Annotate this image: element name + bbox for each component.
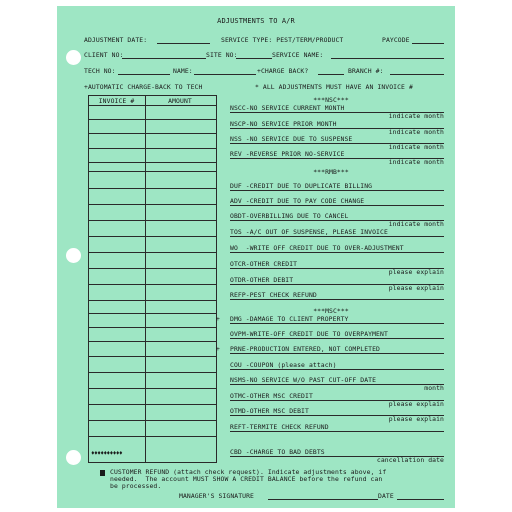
- refund-text-line2: needed. The account MUST SHOW A CREDIT BALANCE before the refund can: [110, 475, 383, 483]
- table-row-line: [88, 372, 216, 373]
- paycode-field[interactable]: [412, 43, 444, 44]
- site-no-field[interactable]: [236, 58, 272, 59]
- table-row-line: [88, 162, 216, 163]
- msc-heading: ***MSC***: [313, 307, 349, 315]
- nsc-note-3: indicate month: [388, 158, 444, 166]
- msc-code-6: OTMD-OTHER MSC DEBIT: [230, 407, 309, 415]
- name-field[interactable]: [194, 74, 256, 75]
- customer-refund-checkbox[interactable]: [100, 470, 105, 476]
- invoice-column-header: INVOICE #: [98, 97, 135, 105]
- nsc-code-0: NSCC-NO SERVICE CURRENT MONTH: [230, 104, 345, 112]
- msc-code-5: OTMC-OTHER MSC CREDIT: [230, 392, 313, 400]
- client-no-label: CLIENT NO:: [84, 51, 124, 59]
- rmb-code-1: ADV -CREDIT DUE TO PAY CODE CHANGE: [230, 197, 365, 205]
- nsc-note-0: indicate month: [388, 112, 444, 120]
- table-row-line: [88, 105, 216, 106]
- msc-note-8: cancellation date: [376, 456, 444, 464]
- adjustment-date-label: ADJUSTMENT DATE:: [84, 36, 148, 44]
- charge-back-label: +CHARGE BACK?: [257, 67, 309, 75]
- charge-back-field[interactable]: [318, 74, 344, 75]
- site-no-label: SITE NO:: [206, 51, 238, 59]
- diamond-row: ♦♦♦♦♦♦♦♦♦♦: [91, 450, 123, 457]
- rmb-code-3: TOS -A/C OUT OF SUSPENSE, PLEASE INVOICE: [230, 228, 388, 236]
- table-row-line: [88, 171, 216, 172]
- invoice-amount-table: [88, 95, 217, 463]
- paycode-label: PAYCODE: [382, 36, 410, 44]
- rmb-note-2: indicate month: [388, 220, 444, 228]
- table-row-line: [88, 268, 216, 269]
- msc-entry-line[interactable]: [230, 323, 444, 324]
- msc-code-7: REFT-TERMITE CHECK REFUND: [230, 423, 329, 431]
- msc-code-3: COU -COUPON (please attach): [230, 361, 337, 369]
- table-row-line: [88, 388, 216, 389]
- table-row-line: [88, 236, 216, 237]
- service-type-label: SERVICE TYPE: PEST/TERM/PRODUCT: [221, 36, 344, 44]
- punch-hole: [66, 50, 81, 65]
- rmb-code-7: REFP-PEST CHECK REFUND: [230, 291, 317, 299]
- rmb-code-5: OTCR-OTHER CREDIT: [230, 260, 298, 268]
- table-row-line: [88, 133, 216, 134]
- nsc-code-3: REV -REVERSE PRIOR NO-SERVICE: [230, 150, 345, 158]
- msc-entry-line[interactable]: [230, 338, 444, 339]
- rmb-note-6: please explain: [388, 284, 444, 292]
- msc-plus-mark: +: [216, 315, 220, 323]
- manager-signature-label: MANAGER'S SIGNATURE: [179, 492, 255, 500]
- rmb-heading: ***RMB***: [313, 168, 349, 176]
- invoice-required-note: * ALL ADJUSTMENTS MUST HAVE AN INVOICE #: [255, 83, 413, 91]
- msc-note-4: month: [424, 384, 444, 392]
- msc-code-4: NSMS-NO SERVICE W/O PAST CUT-OFF DATE: [230, 376, 377, 384]
- table-row-line: [88, 188, 216, 189]
- msc-entry-line[interactable]: [230, 369, 444, 370]
- tech-no-field[interactable]: [118, 74, 170, 75]
- date-label: DATE: [378, 492, 394, 500]
- table-column-divider: [145, 95, 146, 463]
- table-row-line: [88, 252, 216, 253]
- rmb-entry-line[interactable]: [230, 236, 444, 237]
- msc-code-0: DMG -DAMAGE TO CLIENT PROPERTY: [230, 315, 349, 323]
- rmb-entry-line[interactable]: [230, 205, 444, 206]
- table-row-line: [88, 148, 216, 149]
- table-row-line: [88, 284, 216, 285]
- service-name-label: SERVICE NAME:: [272, 51, 324, 59]
- branch-label: BRANCH #:: [348, 67, 384, 75]
- rmb-code-6: OTDR-OTHER DEBIT: [230, 276, 294, 284]
- rmb-code-2: OBDT-OVERBILLING DUE TO CANCEL: [230, 212, 349, 220]
- signature-date-field[interactable]: [397, 499, 444, 500]
- msc-note-6: please explain: [388, 415, 444, 423]
- rmb-note-5: please explain: [388, 268, 444, 276]
- client-no-field[interactable]: [122, 58, 206, 59]
- nsc-note-2: indicate month: [388, 143, 444, 151]
- table-row-line: [88, 119, 216, 120]
- punch-hole: [66, 450, 81, 465]
- table-row-line: [88, 300, 216, 301]
- refund-text-line3: be processed.: [110, 482, 162, 490]
- msc-entry-line[interactable]: [230, 353, 444, 354]
- msc-note-5: please explain: [388, 400, 444, 408]
- table-row-line: [88, 404, 216, 405]
- table-row-line: [88, 327, 216, 328]
- rmb-code-0: DUF -CREDIT DUE TO DUPLICATE BILLING: [230, 182, 373, 190]
- adjustment-date-field[interactable]: [157, 43, 210, 44]
- tech-no-label: TECH NO:: [84, 67, 116, 75]
- table-row-line: [88, 436, 216, 437]
- nsc-heading: ***NSC***: [313, 96, 349, 104]
- table-row-line: [88, 220, 216, 221]
- nsc-code-2: NSS -NO SERVICE DUE TO SUSPENSE: [230, 135, 353, 143]
- msc-code-2: PRNE-PRODUCTION ENTERED, NOT COMPLETED: [230, 345, 381, 353]
- msc-entry-line[interactable]: [230, 384, 444, 385]
- service-name-field[interactable]: [331, 58, 444, 59]
- rmb-entry-line[interactable]: [230, 299, 444, 300]
- table-row-line: [88, 313, 216, 314]
- nsc-code-1: NSCP-NO SERVICE PRIOR MONTH: [230, 120, 337, 128]
- rmb-code-4: WO -WRITE OFF CREDIT DUE TO OVER-ADJUSTMENT: [230, 244, 404, 252]
- refund-text-line1: CUSTOMER REFUND (attach check request). Indicate adjustments above, if: [110, 468, 387, 476]
- table-row-line: [88, 204, 216, 205]
- branch-field[interactable]: [390, 74, 444, 75]
- amount-column-header: AMOUNT: [168, 97, 192, 105]
- msc-plus-mark: +: [216, 345, 220, 353]
- rmb-entry-line[interactable]: [230, 190, 444, 191]
- punch-hole: [66, 248, 81, 263]
- msc-code-8: CBD -CHARGE TO BAD DEBTS: [230, 448, 325, 456]
- manager-signature-field[interactable]: [268, 499, 378, 500]
- rmb-entry-line[interactable]: [230, 252, 444, 253]
- table-row-line: [88, 420, 216, 421]
- form-title: ADJUSTMENTS TO A/R: [217, 17, 295, 25]
- auto-chargeback-note: +AUTOMATIC CHARGE-BACK TO TECH: [84, 83, 203, 91]
- msc-entry-line[interactable]: [230, 431, 444, 432]
- table-row-line: [88, 356, 216, 357]
- msc-code-1: OVPM-WRITE-OFF CREDIT DUE TO OVERPAYMENT: [230, 330, 388, 338]
- table-row-line: [88, 341, 216, 342]
- name-label: NAME:: [173, 67, 193, 75]
- nsc-note-1: indicate month: [388, 128, 444, 136]
